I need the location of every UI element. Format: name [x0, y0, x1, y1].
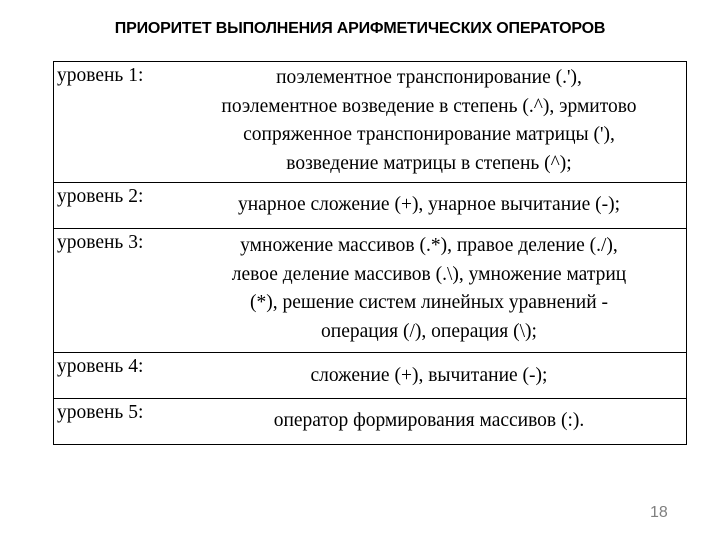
description-line: поэлементное транспонирование (.'), [276, 67, 582, 88]
level-description [172, 229, 686, 352]
description-line: операция (/), операция (\); [321, 320, 537, 342]
description-line: левое деление массивов (.\), умножение матриц [231, 263, 627, 285]
table-row-level-1 [54, 62, 686, 183]
description-line: возведение матрицы в степень (^); [286, 152, 572, 174]
level-label: уровень 4: [57, 356, 144, 377]
description-line: сопряженное транспонирование матрицы ('), [243, 124, 615, 145]
description-line: (*), решение систем линейных уравнений - [249, 292, 609, 313]
description-line: сложение (+), вычитание (-); [310, 365, 548, 386]
description-line: оператор формирования массивов (:). [273, 410, 585, 431]
description-line: умножение массивов (.*), правое деление (./), [240, 235, 618, 256]
description-line: унарное сложение (+), унарное вычитание (-); [237, 194, 620, 215]
table-row-level-5 [54, 399, 686, 444]
level-label: уровень 3: [57, 232, 144, 253]
level-label: уровень 2: [57, 186, 144, 207]
level-description [172, 62, 686, 182]
table-row-level-4 [54, 353, 686, 399]
slide-title: ПРИОРИТЕТ ВЫПОЛНЕНИЯ АРИФМЕТИЧЕСКИХ ОПЕРАТОРОВ [114, 20, 606, 37]
page-number: 18 [650, 504, 668, 521]
table-row-level-3 [54, 229, 686, 353]
table-row-level-2 [54, 183, 686, 229]
level-description [172, 353, 686, 398]
level-label: уровень 1: [57, 65, 144, 86]
level-description [172, 183, 686, 228]
level-description [172, 399, 686, 444]
level-label: уровень 5: [57, 402, 144, 423]
operator-priority-table [53, 61, 687, 445]
description-line: поэлементное возведение в степень (.^), эрмитово [221, 95, 637, 117]
